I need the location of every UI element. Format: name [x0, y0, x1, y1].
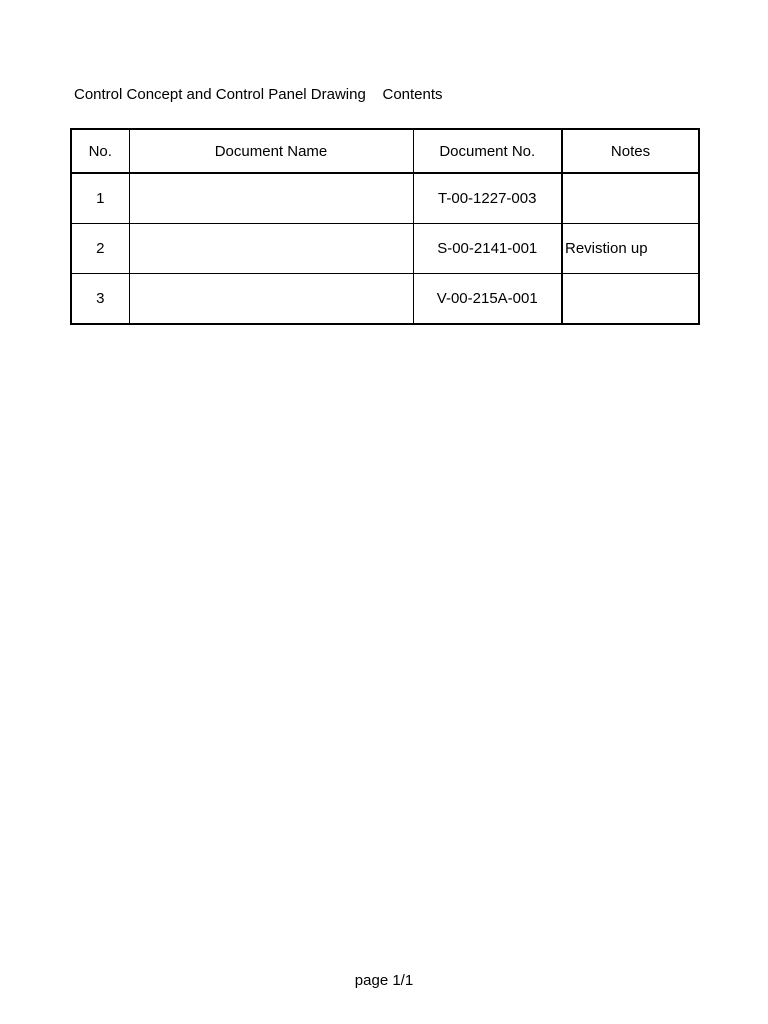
table-row	[71, 173, 699, 224]
row-document-name	[129, 274, 413, 325]
row-no: 2	[71, 224, 129, 274]
page-title: Control Concept and Control Panel Drawing Contents	[74, 86, 443, 103]
row-notes	[562, 173, 699, 224]
header-no: No.	[71, 129, 129, 173]
table-row	[71, 274, 699, 325]
table-row	[71, 224, 699, 274]
table-header-row	[71, 129, 699, 173]
row-document-no: V-00-215A-001	[413, 274, 562, 325]
row-notes: Revistion up	[562, 224, 699, 274]
row-document-no: T-00-1227-003	[413, 173, 562, 224]
row-no: 1	[71, 173, 129, 224]
row-no: 3	[71, 274, 129, 325]
row-document-no: S-00-2141-001	[413, 224, 562, 274]
row-document-name	[129, 173, 413, 224]
contents-table	[70, 128, 700, 325]
page-number: page 1/1	[354, 972, 414, 989]
row-notes	[562, 274, 699, 325]
row-document-name	[129, 224, 413, 274]
header-document-no: Document No.	[413, 129, 562, 173]
header-notes: Notes	[562, 129, 699, 173]
header-document-name: Document Name	[129, 129, 413, 173]
